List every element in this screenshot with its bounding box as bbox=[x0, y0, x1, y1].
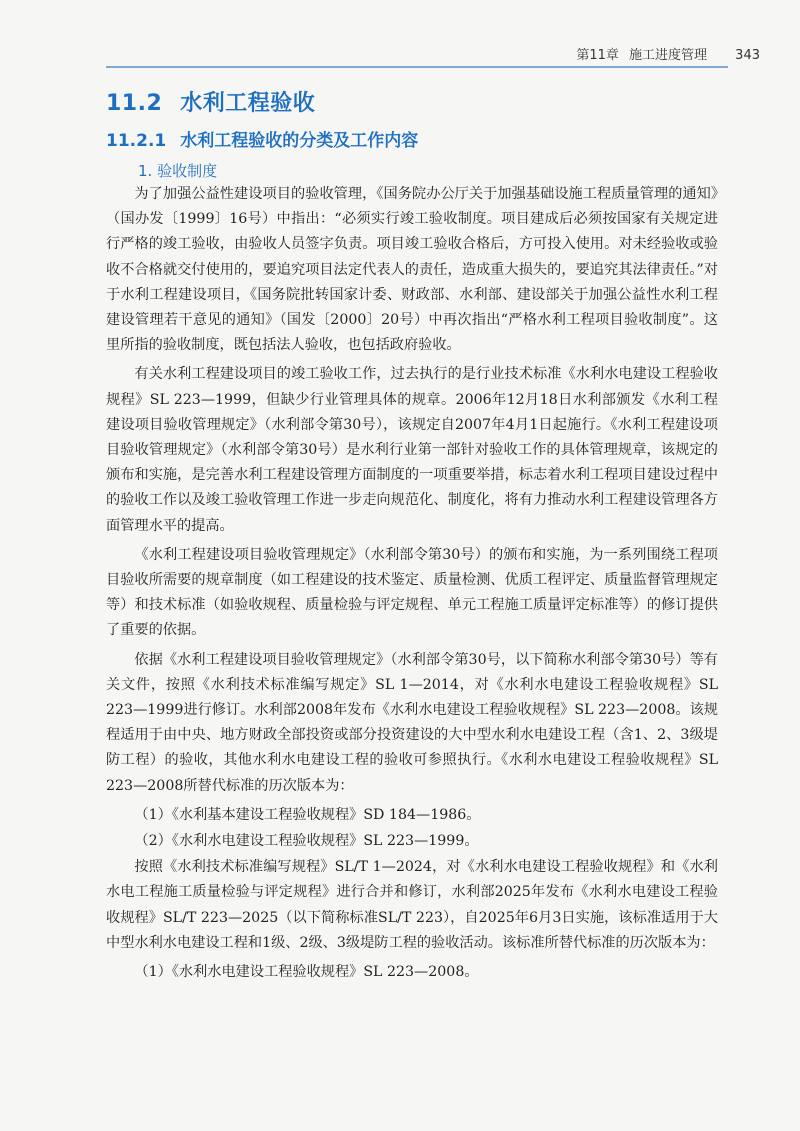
page-number: 343 bbox=[735, 48, 760, 63]
subheading: 1. 验收制度 bbox=[138, 162, 218, 180]
paragraph: 为了加强公益性建设项目的验收管理，《国务院办公厅关于加强基础设施工程质量管理的通知》（国办发〔1999〕16号）中指出：“必须实行竣工验收制度。项目建成后必须按国家有关规定进行严格的竣工验收，由验收人员签字负责。项目竣工验收合格后，方可投入使用。对未经验收或验收不合格就交付使用的，要追究项目法定代表人的责任，造成重大损失的，要追究其法律责任。”对于水利工程建设项目，《国务院批转国家计委、财政部、水利部、建设部关于加强公益性水利工程建设管理若干意见的通知》（国发〔2000〕20号）中再次指出“严格水利工程项目验收制度”。这里所指的验收制度，既包括法人验收，也包括政府验收。 bbox=[106, 186, 718, 354]
list-item: （1）《水利水电建设工程验收规程》SL 223—2008。 bbox=[134, 964, 479, 981]
subsection-number: 11.2.1 bbox=[106, 131, 167, 151]
paragraph: 《水利工程建设项目验收管理规定》（水利部令第30号）的颁布和实施，为一系列围绕工程项目验收所需要的规章制度（如工程建设的技术鉴定、质量检测、优质工程评定、质量监督管理规定等）和技术标准（如验收规程、质量检验与评定规程、单元工程施工质量评定标准等）的修订提供了重要的依据。 bbox=[106, 546, 718, 639]
chapter-title: 施工进度管理 bbox=[629, 48, 708, 63]
subsection-title: 水利工程验收的分类及工作内容 bbox=[180, 131, 419, 151]
section-heading bbox=[106, 86, 315, 117]
section-title: 水利工程验收 bbox=[180, 91, 316, 116]
paragraph: 按照《水利技术标准编写规程》SL/T 1—2024，对《水利水电建设工程验收规程》和《水利水电工程施工质量检验与评定规程》进行合并和修订，水利部2025年发布《水利水电建设工程验收规程》SL/T 223—2025（以下简称标准SL/T 223），自2025年6月3日实施，该标准适用于大中型水利水电建设工程和1级、2级、3级堤防工程的验收活动。该标准所替代标准的历次版本为： bbox=[106, 859, 718, 951]
section-number: 11.2 bbox=[106, 91, 163, 116]
list-item: （2）《水利水电建设工程验收规程》SL 223—1999。 bbox=[134, 833, 479, 850]
list-item: （1）《水利基本建设工程验收规程》SD 184—1986。 bbox=[134, 806, 481, 823]
body-text bbox=[106, 182, 718, 986]
subsection-heading bbox=[106, 126, 418, 151]
chapter-number: 第11章 bbox=[576, 48, 619, 63]
paragraph: 依据《水利工程建设项目验收管理规定》（水利部令第30号，以下简称水利部令第30号）等有关文件，按照《水利技术标准编写规定》SL 1—2014，对《水利水电建设工程验收规程》SL 223—1999进行修订。水利部2008年发布《水利水电建设工程验收规程》SL 223—2008。该规程适用于由中央、地方财政全部投资或部分投资建设的大中型水利水电建设工程（含1、2、3级堤防工程）的验收，其他水利水电建设工程的验收可参照执行。《水利水电建设工程验收规程》SL 223—2008所替代标准的历次版本为： bbox=[106, 651, 718, 794]
running-header bbox=[0, 44, 760, 63]
header-rule bbox=[106, 66, 728, 68]
paragraph: 有关水利工程建设项目的竣工验收工作，过去执行的是行业技术标准《水利水电建设工程验收规程》SL 223—1999，但缺少行业管理具体的规章。2006年12月18日水利部颁发《水利工程建设项目验收管理规定》（水利部令第30号），该规定自2007年4月1日起施行。《水利工程建设项目验收管理规定》（水利部令第30号）是水利行业第一部针对验收工作的具体管理规章，该规定的颁布和实施，是完善水利工程建设管理方面制度的一项重要举措，标志着水利工程项目建设过程中的验收工作以及竣工验收管理工作进一步走向规范化、制度化，将有力推动水利工程建设管理各方面管理水平的提高。 bbox=[106, 366, 718, 534]
